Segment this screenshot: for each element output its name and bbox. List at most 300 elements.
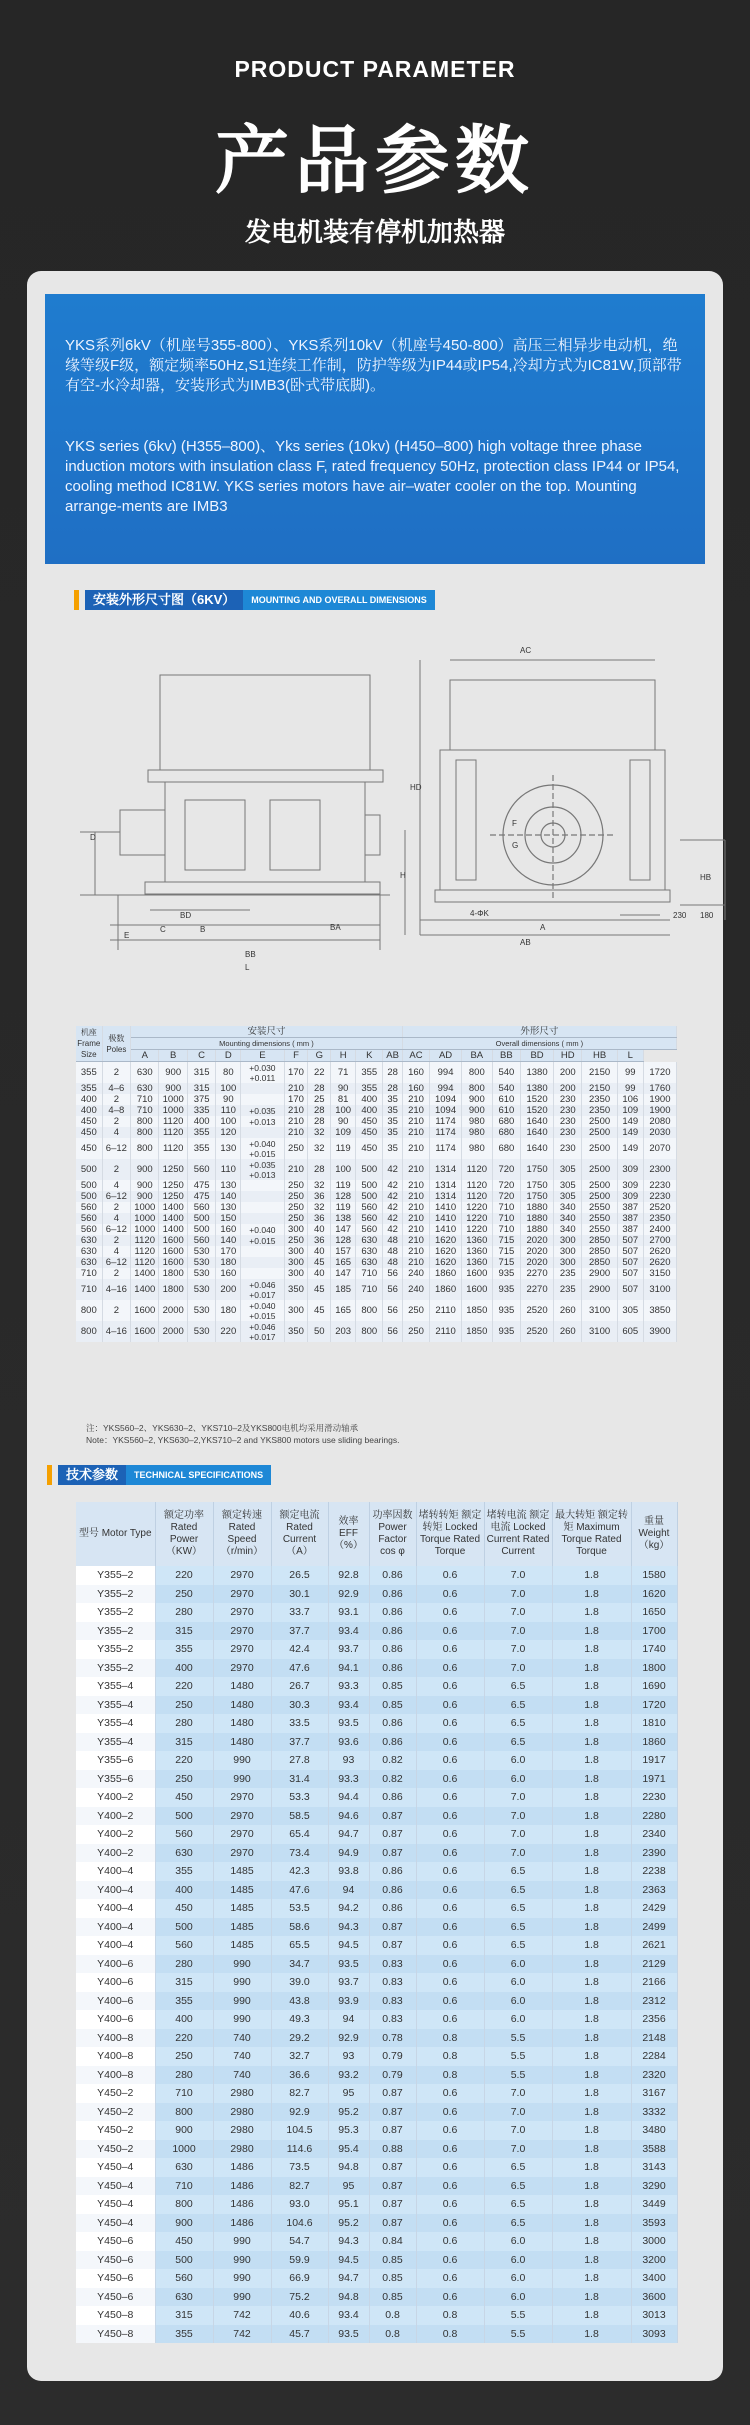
table-cell: 350 [284, 1279, 308, 1300]
table-cell: 93.4 [328, 1622, 369, 1641]
motor-type-cell: Y355–4 [76, 1677, 155, 1696]
label-g: G [512, 841, 519, 850]
table-cell: 935 [492, 1279, 520, 1300]
col-group-overall-en: Overall dimensions ( mm ) [402, 1038, 676, 1050]
table-cell: 1314 [430, 1191, 462, 1202]
table-cell: 90 [331, 1083, 356, 1094]
table-cell: 56 [383, 1300, 402, 1321]
table-row [76, 2325, 677, 2344]
dim-col-header: AD [430, 1050, 462, 1062]
table-cell: 48 [383, 1257, 402, 1268]
table-cell: 2356 [631, 2010, 677, 2029]
table-cell: 40 [308, 1246, 331, 1257]
table-row [76, 1268, 677, 1279]
dim-col-header: B [159, 1050, 187, 1062]
table-cell: 1800 [159, 1279, 187, 1300]
table-cell: 710 [76, 1279, 102, 1300]
motor-type-cell: Y400–4 [76, 1918, 155, 1937]
table-row [76, 1640, 677, 1659]
table-cell: 180 [216, 1300, 241, 1321]
table-cell: 710 [492, 1224, 520, 1235]
table-cell: 1800 [631, 1659, 677, 1678]
table-cell: 45.7 [271, 2325, 328, 2344]
table-row [76, 1094, 677, 1105]
table-cell: 900 [461, 1105, 492, 1116]
table-cell: 530 [187, 1246, 215, 1257]
table-cell: 92.8 [328, 1566, 369, 1585]
table-cell: 315 [187, 1083, 215, 1094]
table-cell: 355 [155, 2325, 213, 2344]
table-cell: 2550 [582, 1202, 617, 1213]
table-row [76, 1213, 677, 1224]
table-cell: 1860 [430, 1279, 462, 1300]
table-cell: 147 [331, 1268, 356, 1279]
table-cell: 1.8 [552, 2232, 631, 2251]
table-cell: 630 [76, 1257, 102, 1268]
table-cell: 28 [383, 1062, 402, 1084]
table-cell: 149 [617, 1138, 643, 1159]
page-subtitle: 发电机装有停机加热器 [244, 218, 505, 248]
motor-type-cell: Y400–2 [76, 1788, 155, 1807]
table-cell: 7.0 [484, 2084, 552, 2103]
table-cell: 0.6 [416, 1640, 484, 1659]
table-cell: 2230 [631, 1788, 677, 1807]
table-cell: 2320 [631, 2066, 677, 2085]
table-cell: 0.85 [369, 1677, 416, 1696]
table-cell: 1.8 [552, 1973, 631, 1992]
table-cell: 990 [213, 2010, 271, 2029]
table-cell: 0.6 [416, 1881, 484, 1900]
table-cell: 530 [187, 1300, 215, 1321]
table-cell: 935 [492, 1300, 520, 1321]
table-cell: 1880 [521, 1213, 554, 1224]
table-cell: 6.0 [484, 1955, 552, 1974]
table-cell: 1.8 [552, 1936, 631, 1955]
table-cell: 1250 [159, 1191, 187, 1202]
table-cell: 0.6 [416, 2177, 484, 2196]
table-cell: 280 [155, 1603, 213, 1622]
table-cell: 2020 [521, 1246, 554, 1257]
table-cell: 0.6 [416, 2140, 484, 2159]
table-cell: 3000 [631, 2232, 677, 2251]
table-cell: 2270 [521, 1279, 554, 1300]
table-cell: 0.86 [369, 1899, 416, 1918]
table-cell: 250 [284, 1180, 308, 1191]
table-cell: 0.86 [369, 1862, 416, 1881]
table-cell: 94.7 [328, 2269, 369, 2288]
motor-type-cell: Y355–4 [76, 1714, 155, 1733]
table-cell: 200 [554, 1083, 582, 1094]
table-cell: 3200 [631, 2251, 677, 2270]
table-cell: 2350 [582, 1094, 617, 1105]
table-cell: 2980 [213, 2140, 271, 2159]
table-cell: 6.5 [484, 1918, 552, 1937]
table-cell: 210 [402, 1235, 429, 1246]
table-cell: 6.5 [484, 1696, 552, 1715]
table-cell: 0.6 [416, 1751, 484, 1770]
table-cell: 2150 [582, 1083, 617, 1094]
dimensions-table [76, 1026, 677, 1342]
table-cell: 5.5 [484, 2306, 552, 2325]
table-cell: 0.87 [369, 2103, 416, 2122]
table-cell: 1400 [159, 1213, 187, 1224]
table-cell: 2970 [213, 1566, 271, 1585]
table-cell: 1380 [521, 1062, 554, 1084]
table-cell: 315 [187, 1062, 215, 1084]
section-title-cn: 技术参数 [58, 1465, 126, 1485]
table-cell: 130 [216, 1180, 241, 1191]
motor-type-cell: Y400–4 [76, 1936, 155, 1955]
table-cell: 355 [155, 1862, 213, 1881]
table-cell: 220 [155, 2029, 213, 2048]
motor-type-cell: Y450–6 [76, 2251, 155, 2270]
table-cell: 1860 [430, 1268, 462, 1279]
table-cell: 0.86 [369, 1603, 416, 1622]
table-cell: 900 [131, 1180, 159, 1191]
table-cell: 1000 [159, 1105, 187, 1116]
table-cell: 0.6 [416, 2010, 484, 2029]
table-cell: 340 [554, 1213, 582, 1224]
table-cell: 1120 [131, 1235, 159, 1246]
table-cell: 2340 [631, 1825, 677, 1844]
table-row [76, 1844, 677, 1863]
table-cell: 99 [617, 1062, 643, 1084]
table-cell: 0.6 [416, 1733, 484, 1752]
table-cell: 2900 [582, 1279, 617, 1300]
table-cell: 630 [155, 2288, 213, 2307]
table-cell: 80 [216, 1062, 241, 1084]
table-cell: 355 [155, 1992, 213, 2011]
table-cell: 3290 [631, 2177, 677, 2196]
table-cell: 1750 [521, 1191, 554, 1202]
table-cell: 315 [155, 1733, 213, 1752]
table-cell: 1.8 [552, 2251, 631, 2270]
table-cell: 1.8 [552, 1714, 631, 1733]
label-bb: BB [245, 950, 256, 959]
table-cell: 1485 [213, 1881, 271, 1900]
table-cell: 400 [356, 1105, 383, 1116]
table-cell [241, 1268, 284, 1279]
table-cell: 147 [331, 1224, 356, 1235]
table-cell: 450 [155, 1899, 213, 1918]
table-cell: 28 [308, 1116, 331, 1127]
table-cell: 7.0 [484, 2103, 552, 2122]
table-cell: 2350 [582, 1105, 617, 1116]
table-cell: 27.8 [271, 1751, 328, 1770]
table-cell: 1.8 [552, 2029, 631, 2048]
table-cell: 94 [328, 2010, 369, 2029]
table-cell: 250 [284, 1202, 308, 1213]
table-cell: 0.87 [369, 2195, 416, 2214]
table-cell: 210 [402, 1257, 429, 1268]
table-row [76, 1127, 677, 1138]
table-cell: 560 [155, 1825, 213, 1844]
table-cell: +0.040 +0.015 [241, 1138, 284, 1159]
table-cell: 66.9 [271, 2269, 328, 2288]
table-cell: 210 [284, 1116, 308, 1127]
table-cell: 475 [187, 1180, 215, 1191]
dim-col-header: E [241, 1050, 284, 1062]
table-row [76, 2195, 677, 2214]
table-cell: 260 [554, 1321, 582, 1342]
table-cell: 350 [284, 1321, 308, 1342]
table-cell: 165 [331, 1300, 356, 1321]
table-cell: 980 [461, 1127, 492, 1138]
table-cell: 160 [216, 1224, 241, 1235]
dim-col-header: C [187, 1050, 215, 1062]
label-hb: HB [700, 873, 712, 882]
table-cell: 630 [155, 1844, 213, 1863]
dim-col-header: A [131, 1050, 159, 1062]
table-cell: 93.7 [328, 1640, 369, 1659]
table-cell: 935 [492, 1321, 520, 1342]
table-cell: 2850 [582, 1257, 617, 1268]
label-hd: HD [410, 783, 422, 792]
table-cell: 1000 [155, 2140, 213, 2159]
table-cell: 2284 [631, 2047, 677, 2066]
table-cell: 1600 [159, 1235, 187, 1246]
table-cell: 3400 [631, 2269, 677, 2288]
table-cell: 2550 [582, 1224, 617, 1235]
motor-type-cell: Y400–4 [76, 1899, 155, 1918]
table-cell: 0.6 [416, 2158, 484, 2177]
table-cell: 0.6 [416, 1807, 484, 1826]
table-cell: 1.8 [552, 2010, 631, 2029]
table-cell: 1360 [461, 1246, 492, 1257]
table-cell: 2620 [643, 1246, 676, 1257]
table-cell: 1600 [159, 1257, 187, 1268]
table-row [76, 1202, 677, 1213]
table-cell: 2499 [631, 1918, 677, 1937]
table-cell: 450 [356, 1138, 383, 1159]
table-cell: 0.86 [369, 1881, 416, 1900]
table-cell: 73.4 [271, 1844, 328, 1863]
table-cell: 1.8 [552, 1659, 631, 1678]
table-row [76, 1116, 677, 1127]
table-row [76, 2232, 677, 2251]
table-cell: 3593 [631, 2214, 677, 2233]
table-cell: 130 [216, 1138, 241, 1159]
table-cell: 93.2 [328, 2066, 369, 2085]
table-cell: 2400 [643, 1224, 676, 1235]
table-cell: 6.5 [484, 1862, 552, 1881]
table-cell: 54.7 [271, 2232, 328, 2251]
table-cell: 800 [356, 1321, 383, 1342]
table-cell: 0.6 [416, 1918, 484, 1937]
table-cell: 2 [102, 1268, 130, 1279]
table-cell: 1480 [213, 1677, 271, 1696]
table-cell: 6.5 [484, 1881, 552, 1900]
table-row [76, 1936, 677, 1955]
dim-col-header: K [356, 1050, 383, 1062]
table-cell: 1.8 [552, 2084, 631, 2103]
table-cell: 2030 [643, 1127, 676, 1138]
table-cell: 29.2 [271, 2029, 328, 2048]
table-cell: 53.5 [271, 1899, 328, 1918]
table-cell: 1120 [159, 1138, 187, 1159]
table-cell: 0.84 [369, 2232, 416, 2251]
table-cell: 300 [284, 1257, 308, 1268]
table-cell: 610 [492, 1094, 520, 1105]
table-cell: 0.6 [416, 1677, 484, 1696]
table-row [76, 1622, 677, 1641]
table-cell: 93.5 [328, 1955, 369, 1974]
table-cell: 1000 [159, 1094, 187, 1105]
table-cell: 0.78 [369, 2029, 416, 2048]
table-cell: 1800 [159, 1268, 187, 1279]
table-cell: 32 [308, 1127, 331, 1138]
table-cell: 2500 [582, 1159, 617, 1180]
table-cell: 500 [356, 1191, 383, 1202]
table-row [76, 1807, 677, 1826]
motor-type-cell: Y400–6 [76, 1973, 155, 1992]
table-cell: 2080 [643, 1116, 676, 1127]
table-cell: 210 [284, 1127, 308, 1138]
table-cell: 49.3 [271, 2010, 328, 2029]
table-cell: 309 [617, 1159, 643, 1180]
table-cell: 240 [402, 1279, 429, 1300]
table-cell: 280 [155, 2066, 213, 2085]
table-cell: 240 [402, 1268, 429, 1279]
table-cell: 0.6 [416, 2214, 484, 2233]
table-cell: 500 [76, 1159, 102, 1180]
table-cell: 990 [213, 1973, 271, 1992]
table-cell: 128 [331, 1191, 356, 1202]
table-cell: 0.87 [369, 1844, 416, 1863]
table-cell: 990 [213, 2232, 271, 2251]
table-cell: 250 [402, 1300, 429, 1321]
table-cell: 2700 [643, 1235, 676, 1246]
table-cell: 2970 [213, 1622, 271, 1641]
table-cell: 1600 [159, 1246, 187, 1257]
table-cell: 6.5 [484, 1714, 552, 1733]
table-cell: 1850 [461, 1321, 492, 1342]
table-cell: 30.3 [271, 1696, 328, 1715]
motor-type-cell: Y355–6 [76, 1751, 155, 1770]
table-cell: 26.5 [271, 1566, 328, 1585]
table-row [76, 2121, 677, 2140]
table-row [76, 1235, 677, 1246]
table-cell: 93 [328, 1751, 369, 1770]
motor-type-cell: Y450–6 [76, 2269, 155, 2288]
table-cell: 560 [187, 1235, 215, 1246]
table-cell: 40.6 [271, 2306, 328, 2325]
table-cell: 1740 [631, 1640, 677, 1659]
table-cell: 2000 [159, 1300, 187, 1321]
motor-type-cell: Y400–6 [76, 1992, 155, 2011]
table-row [76, 1083, 677, 1094]
table-cell: 742 [213, 2306, 271, 2325]
table-cell: 2970 [213, 1844, 271, 1863]
table-cell: 210 [402, 1213, 429, 1224]
table-row [76, 2158, 677, 2177]
table-cell: 1520 [521, 1094, 554, 1105]
motor-type-cell: Y355–2 [76, 1585, 155, 1604]
table-cell [241, 1191, 284, 1202]
table-cell: 1880 [521, 1202, 554, 1213]
table-cell: 93.3 [328, 1770, 369, 1789]
table-cell: 1690 [631, 1677, 677, 1696]
table-cell: 210 [402, 1116, 429, 1127]
table-cell: 2 [102, 1235, 130, 1246]
table-cell: 0.87 [369, 2084, 416, 2103]
table-cell: 3013 [631, 2306, 677, 2325]
table-cell: 230 [554, 1094, 582, 1105]
table-cell: 4–16 [102, 1321, 130, 1342]
table-cell: 315 [155, 1622, 213, 1641]
table-cell: 2620 [643, 1257, 676, 1268]
table-row [76, 2029, 677, 2048]
table-row [76, 1770, 677, 1789]
table-cell: 6.5 [484, 2158, 552, 2177]
spec-col-header: 额定转速 Rated Speed（r/min） [213, 1502, 271, 1566]
table-row [76, 1973, 677, 1992]
table-cell: 450 [76, 1138, 102, 1159]
table-cell: 0.86 [369, 1640, 416, 1659]
table-cell: 7.0 [484, 1825, 552, 1844]
table-cell: 165 [331, 1257, 356, 1268]
table-cell: 3100 [582, 1321, 617, 1342]
table-cell [241, 1180, 284, 1191]
table-cell: +0.046 +0.017 [241, 1279, 284, 1300]
table-cell: 0.87 [369, 2121, 416, 2140]
table-cell: 0.6 [416, 2269, 484, 2288]
dim-col-header: H [331, 1050, 356, 1062]
table-cell: 56 [383, 1279, 402, 1300]
table-cell: 149 [617, 1116, 643, 1127]
label-k: 4-ΦK [470, 909, 489, 918]
table-cell: 2970 [213, 1788, 271, 1807]
table-cell: 450 [155, 1788, 213, 1807]
col-group-install-en: Mounting dimensions ( mm ) [131, 1038, 403, 1050]
dim-col-header: D [216, 1050, 241, 1062]
table-cell: 235 [554, 1279, 582, 1300]
table-cell: 1400 [131, 1279, 159, 1300]
table-cell: 1.8 [552, 2306, 631, 2325]
table-cell: 340 [554, 1202, 582, 1213]
table-cell: 104.6 [271, 2214, 328, 2233]
table-cell: 210 [402, 1224, 429, 1235]
table-cell: 250 [155, 1585, 213, 1604]
table-cell: 1314 [430, 1159, 462, 1180]
table-cell: 5.5 [484, 2029, 552, 2048]
table-cell: 475 [187, 1191, 215, 1202]
table-cell: 95.3 [328, 2121, 369, 2140]
table-cell: 1971 [631, 1770, 677, 1789]
table-cell: 95.2 [328, 2214, 369, 2233]
table-cell: 2621 [631, 1936, 677, 1955]
table-cell: 210 [402, 1180, 429, 1191]
table-cell: 92.9 [271, 2103, 328, 2122]
table-cell: 742 [213, 2325, 271, 2344]
table-cell: 605 [617, 1321, 643, 1342]
table-cell: 230 [554, 1116, 582, 1127]
table-cell: 0.86 [369, 1659, 416, 1678]
table-cell: 0.79 [369, 2066, 416, 2085]
table-cell: 170 [284, 1062, 308, 1084]
table-cell: 1.8 [552, 2066, 631, 2085]
table-cell: 1380 [521, 1083, 554, 1094]
table-cell: 119 [331, 1202, 356, 1213]
table-cell: 92.9 [328, 2029, 369, 2048]
table-cell: 1120 [461, 1159, 492, 1180]
table-cell: 35 [383, 1138, 402, 1159]
table-cell: 560 [356, 1224, 383, 1235]
table-cell: 1.8 [552, 1862, 631, 1881]
table-cell: +0.040 +0.015 [241, 1300, 284, 1321]
label-180: 180 [700, 911, 714, 920]
table-cell: 81 [331, 1094, 356, 1105]
